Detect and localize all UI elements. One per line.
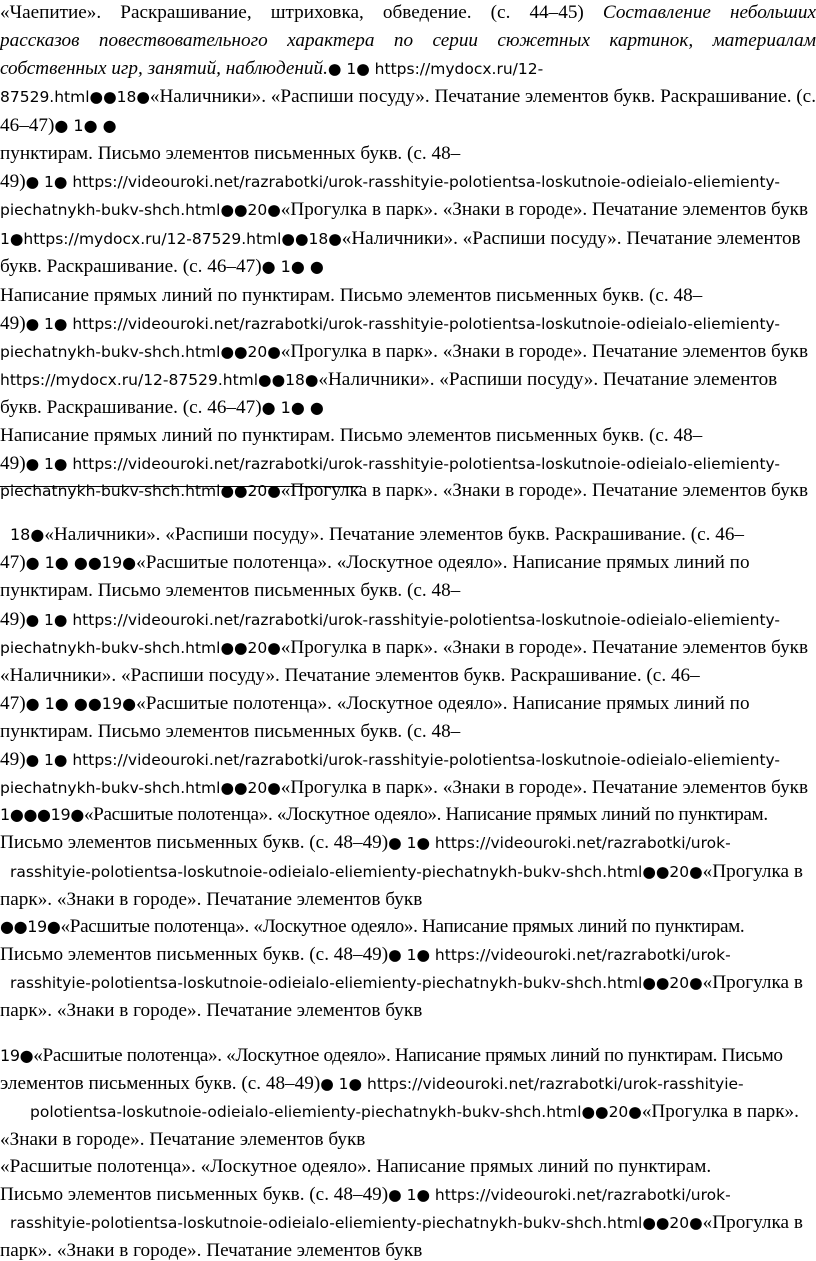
text-run: 49) (0, 313, 26, 334)
text-run: «Наличники». «Распиши посуду». Печатание элементов букв. Раскрашивание. (с. (149, 86, 816, 107)
text-run: ● 1● ● (54, 116, 117, 135)
link-text: ● 1● https://videouroki.net/razrabotki/urok-rasshityie-polotientsa-loskutnoie-odieialo-eliemienty- (25, 173, 781, 191)
text-line (0, 309, 816, 339)
text-line (0, 1236, 816, 1261)
text-line (0, 111, 816, 141)
link-text: polotientsa-loskutnoie-odieialo-eliemienty-piechatnykh-bukv-shch.html●●20● (30, 1103, 642, 1121)
text-run: ● 1● ●●19● (25, 553, 137, 572)
text-run: пунктирам. Письмо элементов письменных букв. (с. 48– (0, 580, 461, 601)
text-run: «Расшитые полотенца». «Лоскутное одеяло». Написание прямых линий по пунктирам. (0, 1156, 712, 1177)
link-text: ● 1● https://videouroki.net/razrabotki/urok-rasshityie- (320, 1075, 744, 1093)
link-text: piechatnykh-bukv-shch.html●●20● (0, 639, 281, 657)
text-run: парк». «Знаки в городе». Печатание элементов букв (0, 889, 423, 910)
link-text: piechatnykh-bukv-shch.html●●20● (0, 482, 281, 500)
text-run: «Расшитые полотенца». «Лоскутное одеяло». Написание прямых линий по пунктирам. (60, 916, 745, 937)
text-run: ● 1● ● (261, 257, 324, 276)
link-text: ● 1● https://videouroki.net/razrabotki/urok-rasshityie-polotientsa-loskutnoie-odieialo-eliemienty- (25, 315, 781, 333)
text-line (0, 167, 816, 197)
text-run: Письмо элементов письменных букв. (с. 48–49) (0, 832, 389, 853)
link-text: piechatnykh-bukv-shch.html●●20● (0, 201, 281, 219)
text-line (0, 26, 816, 56)
text-run: «Знаки в городе». Печатание элементов букв (0, 1129, 366, 1150)
text-run: пунктирам. Письмо элементов письменных букв. (с. 48– (0, 721, 461, 742)
text-line (0, 1180, 816, 1210)
text-run: «Прогулка в парк». «Знаки в городе». Печатание элементов букв (280, 199, 809, 220)
text-line (0, 1208, 816, 1238)
text-line (0, 661, 816, 691)
text-line (0, 82, 816, 112)
link-text: ● 1● https://mydocx.ru/12- (327, 60, 544, 78)
text-line (0, 773, 816, 803)
link-text: https://mydocx.ru/12-87529.html●●18● (0, 371, 319, 389)
link-text: ● 1● https://videouroki.net/razrabotki/urok- (388, 1186, 731, 1204)
text-run: 46–47) (0, 115, 55, 136)
text-run: «Прогулка в (702, 1212, 803, 1233)
text-line (0, 996, 816, 1026)
text-line (0, 605, 816, 635)
link-text: ● 1● https://videouroki.net/razrabotki/urok- (388, 946, 731, 964)
text-run: Письмо элементов письменных букв. (с. 48–49) (0, 944, 389, 965)
text-run: «Прогулка в (702, 972, 803, 993)
text-line (0, 689, 816, 719)
link-text: rasshityie-polotientsa-loskutnoie-odieialo-eliemienty-piechatnykh-bukv-shch.html●●20● (10, 863, 703, 881)
text-line (0, 745, 816, 775)
text-line (0, 195, 816, 225)
text-line (0, 1097, 816, 1127)
text-run: «Чаепитие». Раскрашивание, штриховка, обведение. (с. 44–45) (0, 2, 603, 23)
link-text: piechatnykh-bukv-shch.html●●20● (0, 779, 281, 797)
text-line (0, 1069, 816, 1099)
text-line (0, 1041, 816, 1071)
text-line (0, 281, 816, 311)
text-run: собственных игр, занятий, наблюдений. (0, 58, 328, 79)
text-line (0, 857, 816, 887)
text-run: «Расшитые полотенца». «Лоскутное одеяло». Написание прямых линий по пунктирам. Письмо (33, 1045, 783, 1066)
link-text: ● 1● https://videouroki.net/razrabotki/urok- (388, 834, 731, 852)
link-text: piechatnykh-bukv-shch.html●●20● (0, 343, 281, 361)
text-line (0, 365, 816, 395)
text-line (0, 139, 816, 169)
text-run: «Прогулка в парк». «Знаки в городе». Печатание элементов букв (280, 777, 809, 798)
text-run: «Прогулка в (702, 861, 803, 882)
text-run: 49) (0, 171, 26, 192)
text-line (0, 548, 816, 578)
text-run: букв. Раскрашивание. (с. 46–47) (0, 256, 262, 277)
text-run: 47) (0, 552, 26, 573)
text-line (0, 828, 816, 858)
text-run: 49) (0, 453, 26, 474)
text-line (0, 940, 816, 970)
text-run: 1●●●19● (0, 805, 84, 824)
link-text: rasshityie-polotientsa-loskutnoie-odieialo-eliemienty-piechatnykh-bukv-shch.html●●20● (10, 1214, 703, 1232)
text-run: ● 1● ●●19● (25, 694, 137, 713)
text-run: «Наличники». «Распиши посуду». Печатание элементов (341, 228, 801, 249)
text-line (0, 520, 816, 550)
text-line (0, 968, 816, 998)
text-run: 18● (10, 525, 45, 544)
text-run: 49) (0, 609, 26, 630)
text-run: «Прогулка в парк». (641, 1101, 799, 1122)
text-run: ●●19● (0, 917, 61, 936)
text-run: «Наличники». «Распиши посуду». Печатание элементов букв. Раскрашивание. (с. 46– (0, 665, 700, 686)
text-run: «Наличники». «Распиши посуду». Печатание элементов (318, 369, 778, 390)
text-run: парк». «Знаки в городе». Печатание элементов букв (0, 1240, 423, 1261)
text-line (0, 800, 816, 830)
link-text: ● 1● https://videouroki.net/razrabotki/urok-rasshityie-polotientsa-loskutnoie-odieialo-eliemienty- (25, 611, 781, 629)
text-run: элементов письменных букв. (с. 48–49) (0, 1073, 321, 1094)
text-run: «Прогулка в парк». «Знаки в городе». Печатание элементов букв (280, 480, 809, 501)
text-line (0, 1152, 816, 1182)
text-run: 47) (0, 693, 26, 714)
text-run: 49) (0, 749, 26, 770)
link-text: 1●https://mydocx.ru/12-87529.html●●18● (0, 230, 342, 248)
text-run: «Расшитые полотенца». «Лоскутное одеяло». Написание прямых линий по пунктирам. (83, 804, 768, 825)
text-run: Написание прямых линий по пунктирам. Письмо элементов письменных букв. (с. 48– (0, 425, 703, 446)
text-line (0, 912, 816, 942)
text-run: «Расшитые полотенца». «Лоскутное одеяло». Написание прямых линий по (136, 552, 750, 573)
text-run: рассказов повествовательного характера по серии сюжетных картинок, материалам (0, 30, 816, 51)
text-run: ● 1● ● (261, 398, 324, 417)
text-line (0, 393, 816, 423)
text-line (0, 337, 816, 367)
text-run: Написание прямых линий по пунктирам. Письмо элементов письменных букв. (с. 48– (0, 285, 703, 306)
link-text: rasshityie-polotientsa-loskutnoie-odieialo-eliemienty-piechatnykh-bukv-shch.html●●20● (10, 974, 703, 992)
text-run: Письмо элементов письменных букв. (с. 48–49) (0, 1184, 389, 1205)
text-run: парк». «Знаки в городе». Печатание элементов букв (0, 1000, 423, 1021)
text-line (0, 54, 816, 84)
text-run: «Прогулка в парк». «Знаки в городе». Печатание элементов букв (280, 341, 809, 362)
text-run: букв. Раскрашивание. (с. 46–47) (0, 397, 262, 418)
text-run: «Расшитые полотенца». «Лоскутное одеяло». Написание прямых линий по (136, 693, 750, 714)
text-line (0, 224, 816, 254)
text-line (0, 1125, 816, 1155)
text-line (0, 633, 816, 663)
text-run: пунктирам. Письмо элементов письменных букв. (с. 48– (0, 143, 461, 164)
text-line (0, 885, 816, 915)
text-line (0, 717, 816, 747)
text-line (0, 252, 816, 282)
link-text: 87529.html●●18● (0, 88, 150, 106)
text-line (0, 449, 816, 479)
text-line (0, 576, 816, 606)
text-run: «Прогулка в парк». «Знаки в городе». Печатание элементов букв (280, 637, 809, 658)
link-text: ● 1● https://videouroki.net/razrabotki/urok-rasshityie-polotientsa-loskutnoie-odieialo-eliemienty- (25, 751, 781, 769)
link-text: ● 1● https://videouroki.net/razrabotki/urok-rasshityie-polotientsa-loskutnoie-odieialo-eliemienty- (25, 455, 781, 473)
text-run: Составление небольших (602, 2, 816, 23)
text-line (0, 421, 816, 451)
text-line (0, 0, 816, 28)
text-run: 19● (0, 1046, 34, 1065)
text-line (0, 476, 816, 506)
text-run: «Наличники». «Распиши посуду». Печатание элементов букв. Раскрашивание. (с. 46– (44, 524, 745, 545)
